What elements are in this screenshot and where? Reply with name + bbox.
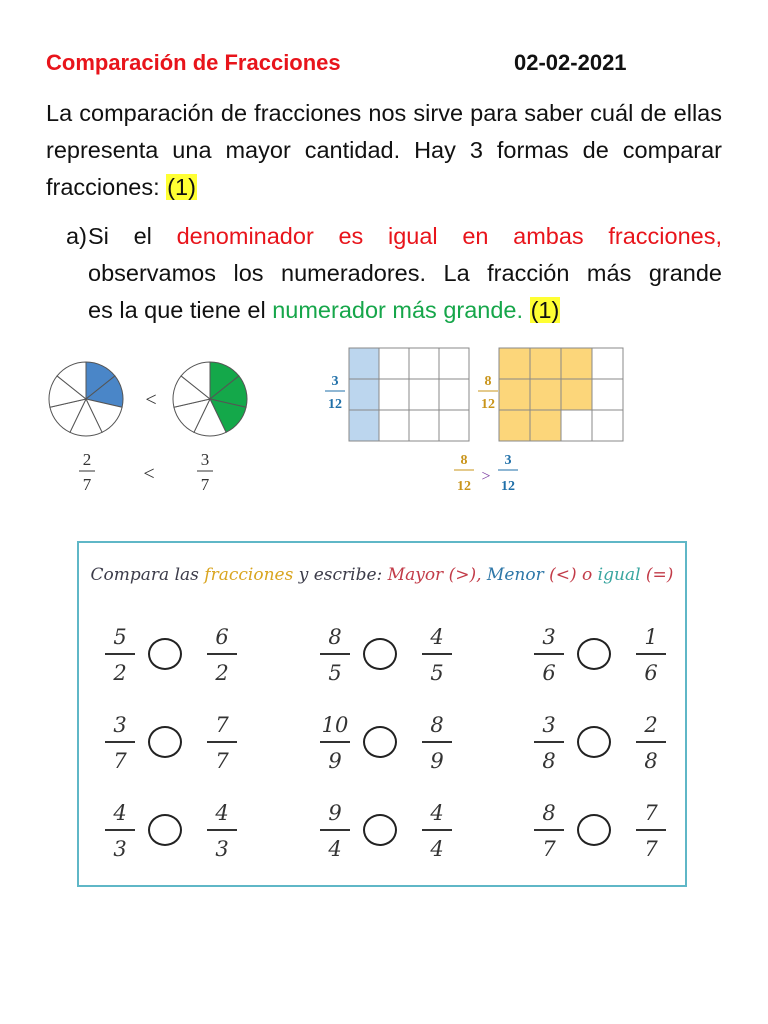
fraction-numerator: 4 bbox=[113, 801, 127, 825]
intro-reference: (1) bbox=[167, 174, 196, 200]
fraction-right bbox=[202, 623, 242, 687]
exercise-title-part: Compara las bbox=[90, 565, 205, 585]
fraction-numerator: 8 bbox=[542, 801, 556, 825]
page-date: 02-02-2021 bbox=[514, 50, 627, 75]
grid-cell bbox=[409, 379, 439, 410]
grid-compare-left-denominator: 12 bbox=[457, 479, 471, 494]
rule-a-body bbox=[90, 218, 722, 329]
exercise-title-part: (=) bbox=[640, 565, 674, 585]
grid-cell bbox=[530, 348, 561, 379]
fraction-bar bbox=[422, 829, 452, 831]
fraction-right bbox=[417, 799, 457, 863]
intro-text: La comparación de fracciones nos sirve para saber cuál de ellas representa una mayor cantidad. Hay 3 formas de comparar fracciones: bbox=[46, 100, 722, 200]
fraction-bar bbox=[207, 829, 237, 831]
fraction-denominator: 4 bbox=[430, 836, 444, 861]
rule-a-line-2: observamos los numeradores. La fracción más grande bbox=[88, 260, 722, 286]
fraction-denominator: 7 bbox=[113, 748, 127, 773]
rule-a bbox=[66, 218, 722, 329]
grid-cell bbox=[561, 410, 592, 441]
answer-circle[interactable] bbox=[363, 638, 397, 670]
grid-cell bbox=[439, 410, 469, 441]
fraction-left bbox=[529, 623, 569, 687]
fraction-right bbox=[417, 623, 457, 687]
pie-example bbox=[48, 352, 258, 502]
exercise-box bbox=[77, 541, 687, 887]
grid-cell bbox=[349, 410, 379, 441]
fraction-bar bbox=[534, 653, 564, 655]
fraction-denominator: 8 bbox=[542, 748, 556, 773]
grid-compare-symbol: > bbox=[481, 468, 491, 485]
answer-circle[interactable] bbox=[577, 814, 611, 846]
fraction-numerator: 7 bbox=[644, 801, 658, 825]
fraction-bar bbox=[636, 741, 666, 743]
answer-circle[interactable] bbox=[148, 638, 182, 670]
fraction-denominator: 3 bbox=[113, 836, 127, 861]
comparison-problem bbox=[529, 799, 679, 869]
fraction-bar bbox=[105, 829, 135, 831]
fraction-bar bbox=[534, 741, 564, 743]
exercise-title bbox=[79, 565, 685, 585]
fraction-left bbox=[100, 623, 140, 687]
comparison-problem bbox=[100, 711, 250, 781]
rule-a-line1-plain: Si el bbox=[88, 223, 152, 249]
exercise-title-part: (<) o bbox=[543, 565, 598, 585]
fraction-bar bbox=[207, 653, 237, 655]
fraction-denominator: 7 bbox=[644, 836, 658, 861]
rule-a-reference: (1) bbox=[530, 297, 560, 323]
fraction-numerator: 10 bbox=[321, 713, 349, 737]
fraction-numerator: 4 bbox=[430, 801, 444, 825]
grid-cell bbox=[561, 379, 592, 410]
pie-right-numerator: 3 bbox=[200, 450, 210, 469]
grid-right bbox=[499, 348, 623, 441]
grid-cell bbox=[439, 379, 469, 410]
grid-cell bbox=[592, 379, 623, 410]
comparison-problem bbox=[315, 623, 465, 693]
fraction-denominator: 6 bbox=[644, 660, 658, 685]
comparison-problem bbox=[315, 711, 465, 781]
grid-cell bbox=[499, 410, 530, 441]
comparison-problem bbox=[100, 623, 250, 693]
fraction-right bbox=[631, 623, 671, 687]
fraction-bar bbox=[636, 653, 666, 655]
fraction-numerator: 5 bbox=[113, 625, 127, 649]
fraction-bar bbox=[422, 741, 452, 743]
fraction-bar bbox=[534, 829, 564, 831]
rule-a-line1-red: denominador es igual en ambas fracciones, bbox=[176, 223, 723, 249]
exercise-title-menor: Menor bbox=[486, 565, 544, 585]
answer-circle[interactable] bbox=[577, 638, 611, 670]
grid-cell bbox=[379, 348, 409, 379]
rule-a-line3-plain: es la que tiene el bbox=[88, 297, 266, 323]
answer-circle[interactable] bbox=[148, 726, 182, 758]
comparison-problem bbox=[529, 711, 679, 781]
grid-cell bbox=[409, 410, 439, 441]
fraction-denominator: 5 bbox=[328, 660, 342, 685]
fraction-denominator: 4 bbox=[328, 836, 342, 861]
grid-cell bbox=[499, 348, 530, 379]
fraction-numerator: 1 bbox=[644, 625, 658, 649]
grid-cell bbox=[349, 379, 379, 410]
fraction-bar bbox=[320, 829, 350, 831]
fraction-numerator: 3 bbox=[542, 625, 556, 649]
intro-paragraph bbox=[46, 95, 722, 206]
fraction-right bbox=[631, 711, 671, 775]
grid-cell bbox=[561, 348, 592, 379]
grid-compare-right-numerator: 3 bbox=[504, 453, 512, 468]
fraction-numerator: 9 bbox=[328, 801, 342, 825]
pie-example-svg bbox=[48, 352, 258, 502]
fraction-numerator: 7 bbox=[215, 713, 229, 737]
fraction-numerator: 8 bbox=[430, 713, 444, 737]
fraction-denominator: 2 bbox=[215, 660, 229, 685]
comparison-problem bbox=[100, 799, 250, 869]
fraction-bar bbox=[320, 653, 350, 655]
header bbox=[46, 50, 726, 84]
fraction-left bbox=[100, 711, 140, 775]
answer-circle[interactable] bbox=[363, 814, 397, 846]
fraction-denominator: 7 bbox=[215, 748, 229, 773]
grid-cell bbox=[592, 348, 623, 379]
fraction-denominator: 9 bbox=[328, 748, 342, 773]
grid-left bbox=[349, 348, 469, 441]
grid-cell bbox=[530, 379, 561, 410]
fraction-numerator: 2 bbox=[644, 713, 658, 737]
exercise-title-mayor: Mayor bbox=[387, 565, 444, 585]
rule-a-line3-green: numerador más grande. bbox=[272, 297, 524, 323]
grid-left-denominator: 12 bbox=[328, 397, 342, 412]
grid-compare-right-denominator: 12 bbox=[501, 479, 515, 494]
rule-a-line-3 bbox=[90, 292, 722, 329]
grid-cell bbox=[439, 348, 469, 379]
fraction-bar bbox=[320, 741, 350, 743]
grid-cell bbox=[349, 348, 379, 379]
fraction-right bbox=[202, 799, 242, 863]
grid-cell bbox=[499, 379, 530, 410]
fraction-left bbox=[529, 711, 569, 775]
fraction-right bbox=[631, 799, 671, 863]
fraction-denominator: 9 bbox=[430, 748, 444, 773]
grid-right-denominator: 12 bbox=[481, 397, 495, 412]
fraction-left bbox=[100, 799, 140, 863]
rule-a-marker: a) bbox=[66, 223, 87, 249]
fraction-left bbox=[315, 711, 355, 775]
fraction-denominator: 3 bbox=[215, 836, 229, 861]
fraction-left bbox=[315, 799, 355, 863]
fraction-denominator: 8 bbox=[644, 748, 658, 773]
rule-a-line-1 bbox=[90, 218, 722, 255]
pie-chart-right bbox=[173, 362, 247, 436]
grid-cell bbox=[530, 410, 561, 441]
answer-circle[interactable] bbox=[577, 726, 611, 758]
fraction-denominator: 6 bbox=[542, 660, 556, 685]
grid-example bbox=[318, 344, 638, 494]
fraction-denominator: 5 bbox=[430, 660, 444, 685]
fraction-left bbox=[529, 799, 569, 863]
fraction-numerator: 3 bbox=[542, 713, 556, 737]
grid-left-numerator: 3 bbox=[331, 374, 339, 389]
pie-right-denominator: 7 bbox=[200, 475, 210, 494]
pie-compare-symbol: < bbox=[145, 389, 157, 411]
grid-cell bbox=[379, 410, 409, 441]
fraction-numerator: 8 bbox=[328, 625, 342, 649]
fraction-bar bbox=[636, 829, 666, 831]
fraction-bar bbox=[105, 653, 135, 655]
fraction-left bbox=[315, 623, 355, 687]
grid-cell bbox=[379, 379, 409, 410]
pie-left-denominator: 7 bbox=[82, 475, 92, 494]
answer-circle[interactable] bbox=[363, 726, 397, 758]
grid-cell bbox=[592, 410, 623, 441]
fraction-numerator: 4 bbox=[215, 801, 229, 825]
fraction-right bbox=[417, 711, 457, 775]
answer-circle[interactable] bbox=[148, 814, 182, 846]
grid-cell bbox=[409, 348, 439, 379]
grid-compare-left-numerator: 8 bbox=[460, 453, 468, 468]
grid-example-svg bbox=[318, 344, 638, 494]
exercise-title-fracciones: fracciones bbox=[204, 565, 294, 585]
fraction-numerator: 6 bbox=[215, 625, 229, 649]
grid-right-numerator: 8 bbox=[484, 374, 492, 389]
pie-chart-left bbox=[49, 362, 123, 436]
pie-compare-symbol-bottom: < bbox=[143, 463, 155, 485]
page-title: Comparación de Fracciones bbox=[46, 50, 341, 75]
fraction-bar bbox=[105, 741, 135, 743]
fraction-numerator: 4 bbox=[430, 625, 444, 649]
fraction-denominator: 2 bbox=[113, 660, 127, 685]
comparison-problem bbox=[529, 623, 679, 693]
exercise-title-part: (>), bbox=[443, 565, 487, 585]
fraction-denominator: 7 bbox=[542, 836, 556, 861]
exercise-title-part: y escribe: bbox=[293, 565, 388, 585]
fraction-right bbox=[202, 711, 242, 775]
comparison-problem bbox=[315, 799, 465, 869]
fraction-bar bbox=[207, 741, 237, 743]
fraction-numerator: 3 bbox=[113, 713, 127, 737]
exercise-title-igual: igual bbox=[597, 565, 641, 585]
pie-left-numerator: 2 bbox=[82, 450, 92, 469]
fraction-bar bbox=[422, 653, 452, 655]
